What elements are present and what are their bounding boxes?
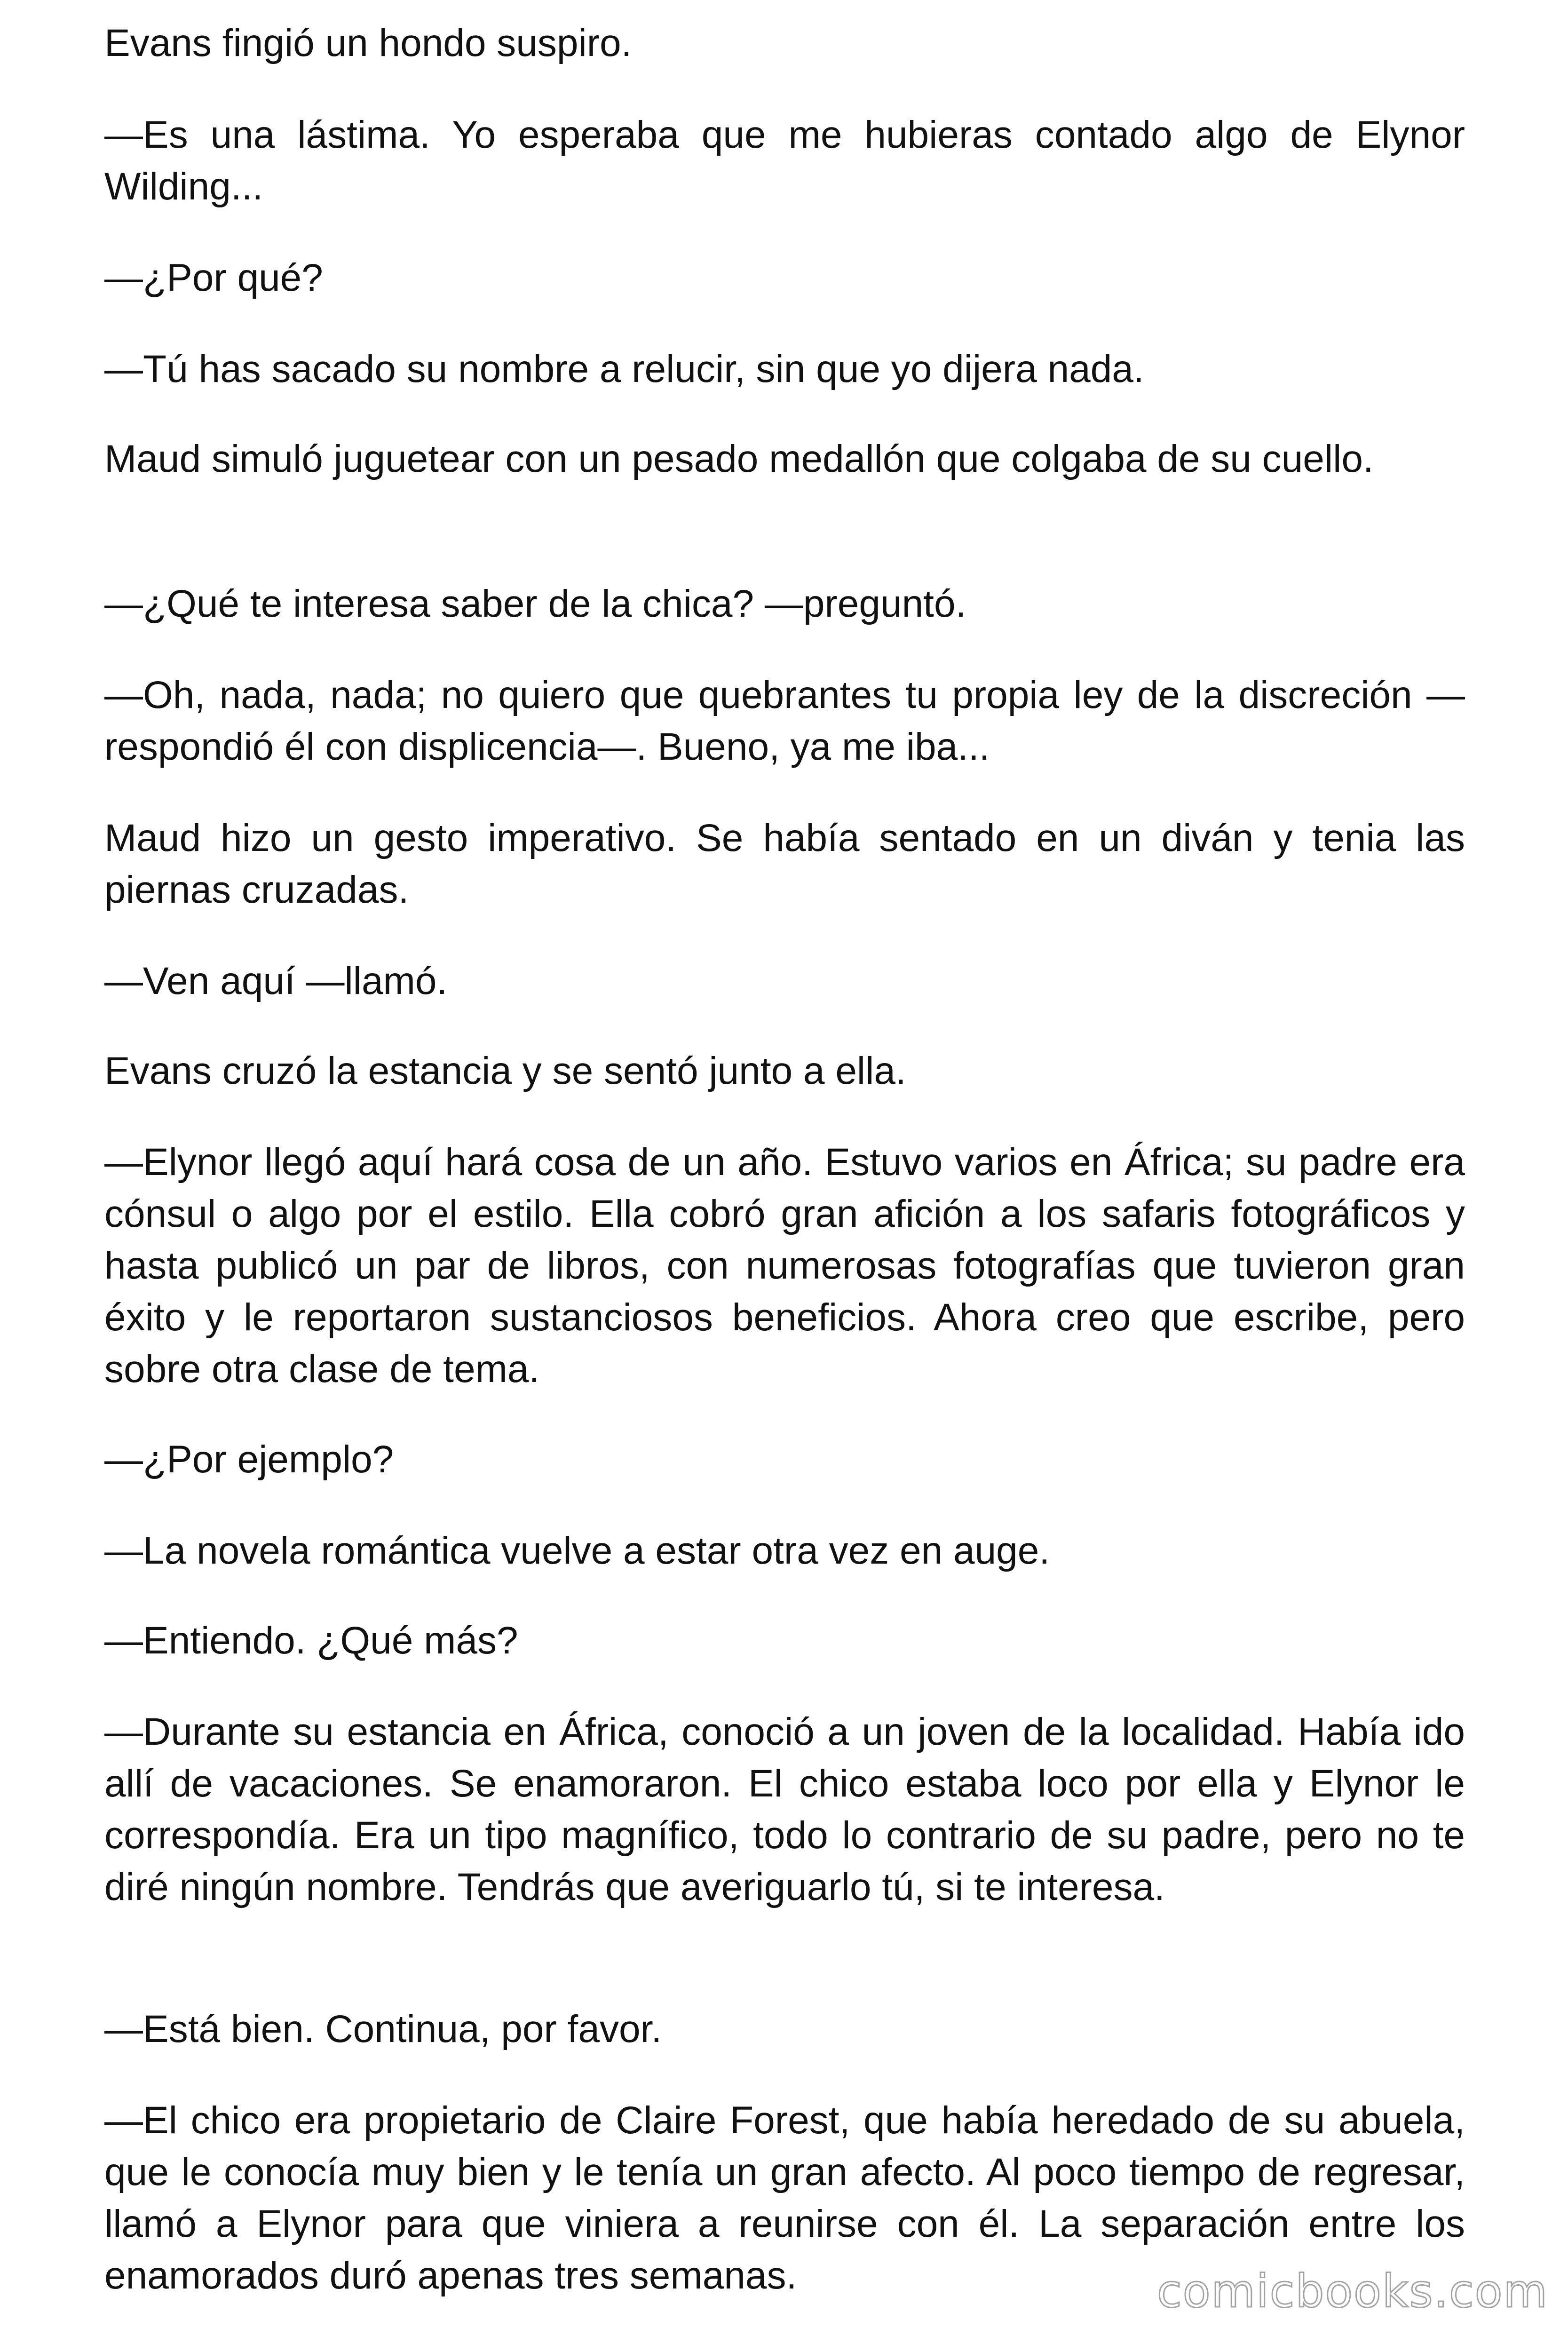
watermark-logo: comicbooks.com (1157, 2265, 1549, 2318)
paragraph-17: —El chico era propietario de Claire Forest, que había heredado de su abuela, que le conocía muy bien y le tenía un gran afecto. Al poco tiempo de regresar, llamó a Elynor para que viniera a reunirse con él. La separación entre los enamorados duró apenas tres semanas. (104, 2099, 1465, 2297)
paragraph-15: —Durante su estancia en África, conoció a un joven de la localidad. Había ido allí de vacaciones. Se enamoraron. El chico estaba loco por ella y Elynor le correspondía. Era un tipo magnífico, todo lo contrario de su padre, pero no te diré ningún nombre. Tendrás que averiguarlo tú, si te interesa. (104, 1710, 1465, 1908)
paragraph-6: —¿Qué te interesa saber de la chica? —preguntó. (104, 582, 966, 625)
paragraph-10: Evans cruzó la estancia y se sentó junto a ella. (104, 1049, 906, 1092)
paragraph-2: —Es una lástima. Yo esperaba que me hubieras contado algo de Elynor Wilding... (104, 113, 1465, 208)
paragraph-12: —¿Por ejemplo? (104, 1438, 394, 1481)
paragraph-11: —Elynor llegó aquí hará cosa de un año. Estuvo varios en África; su padre era cónsul o algo por el estilo. Ella cobró gran afición a los safaris fotográficos y hasta publicó un par de libros, con numerosas fotografías que tuvieron gran éxito y le reportaron sustanciosos beneficios. Ahora creo que escribe, pero sobre otra clase de tema. (104, 1141, 1465, 1391)
paragraph-3: —¿Por qué? (104, 256, 323, 299)
paragraph-13: —La novela romántica vuelve a estar otra vez en auge. (104, 1529, 1050, 1572)
paragraph-8: Maud hizo un gesto imperativo. Se había sentado en un diván y tenia las piernas cruzadas. (104, 817, 1465, 911)
paragraph-16: —Está bien. Continua, por favor. (104, 2008, 662, 2050)
paragraph-7: —Oh, nada, nada; no quiero que quebrantes tu propia ley de la discreción —respondió él con displicencia—. Bueno, ya me iba... (104, 674, 1465, 768)
paragraph-4: —Tú has sacado su nombre a relucir, sin que yo dijera nada. (104, 348, 1144, 390)
paragraph-9: —Ven aquí —llamó. (104, 960, 448, 1002)
paragraph-1: Evans fingió un hondo suspiro. (104, 22, 632, 64)
paragraph-14: —Entiendo. ¿Qué más? (104, 1619, 518, 1662)
book-page (104, 0, 1465, 2352)
paragraph-5: Maud simuló juguetear con un pesado medallón que colgaba de su cuello. (104, 437, 1374, 480)
